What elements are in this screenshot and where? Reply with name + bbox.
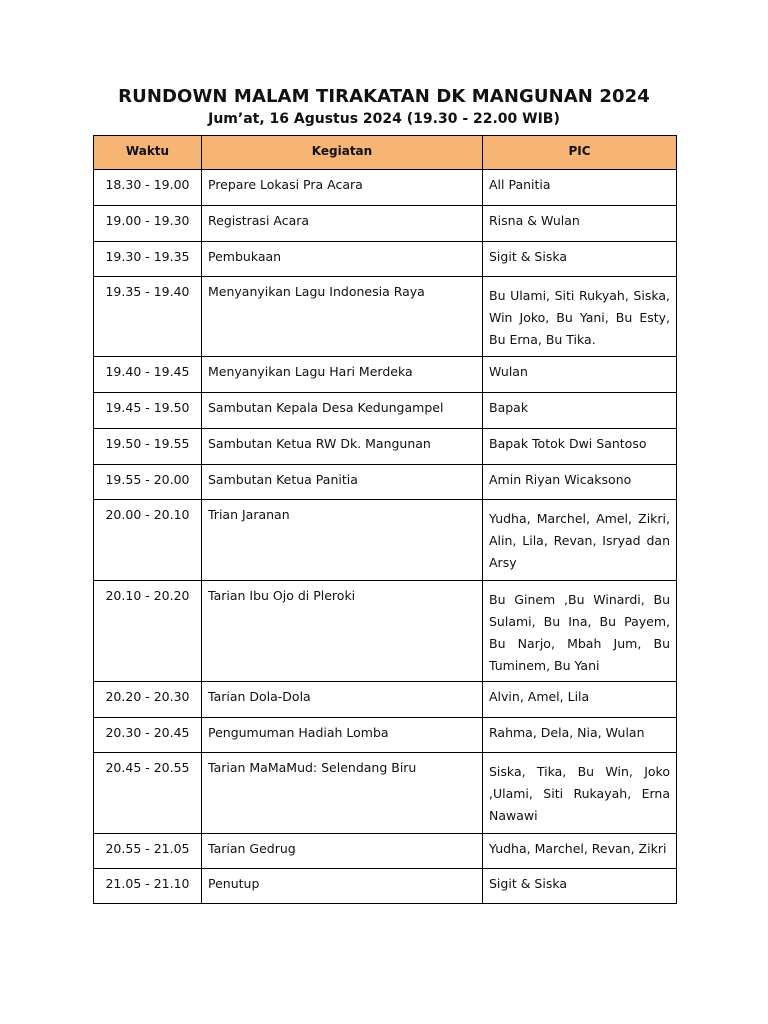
- cell-pic: Rahma, Dela, Nia, Wulan: [483, 718, 677, 753]
- cell-pic: Amin Riyan Wicaksono: [483, 465, 677, 500]
- cell-kegiatan: Menyanyikan Lagu Indonesia Raya: [202, 277, 483, 357]
- table-header-row: [94, 136, 677, 170]
- cell-waktu: 19.55 - 20.00: [94, 465, 202, 500]
- cell-pic: Bu Ginem ,Bu Winardi, Bu Sulami, Bu Ina, Bu Payem, Bu Narjo, Mbah Jum, Bu Tuminem, Bu Yani: [483, 581, 677, 682]
- table-row: [94, 465, 677, 500]
- cell-pic: Wulan: [483, 357, 677, 393]
- cell-pic: Bu Ulami, Siti Rukyah, Siska, Win Joko, Bu Yani, Bu Esty, Bu Erna, Bu Tika.: [483, 277, 677, 357]
- table-row: [94, 206, 677, 242]
- document-title: RUNDOWN MALAM TIRAKATAN DK MANGUNAN 2024: [118, 86, 650, 107]
- cell-waktu: 20.45 - 20.55: [94, 753, 202, 834]
- table-row: [94, 718, 677, 753]
- cell-pic: Sigit & Siska: [483, 869, 677, 904]
- table-row: [94, 500, 677, 581]
- cell-waktu: 19.40 - 19.45: [94, 357, 202, 393]
- cell-kegiatan: Sambutan Ketua RW Dk. Mangunan: [202, 429, 483, 465]
- document-subtitle: Jum’at, 16 Agustus 2024 (19.30 - 22.00 WIB): [208, 111, 560, 127]
- cell-waktu: 19.30 - 19.35: [94, 242, 202, 277]
- cell-pic: Siska, Tika, Bu Win, Joko ,Ulami, Siti Rukayah, Erna Nawawi: [483, 753, 677, 834]
- header-waktu: Waktu: [94, 136, 202, 170]
- cell-waktu: 20.20 - 20.30: [94, 682, 202, 718]
- table-row: [94, 581, 677, 682]
- cell-kegiatan: Tarian MaMaMud: Selendang Biru: [202, 753, 483, 834]
- cell-kegiatan: Tarian Gedrug: [202, 834, 483, 869]
- cell-waktu: 20.10 - 20.20: [94, 581, 202, 682]
- table-row: [94, 242, 677, 277]
- cell-kegiatan: Menyanyikan Lagu Hari Merdeka: [202, 357, 483, 393]
- table-row: [94, 869, 677, 904]
- table-row: [94, 393, 677, 429]
- cell-pic: Yudha, Marchel, Revan, Zikri: [483, 834, 677, 869]
- cell-kegiatan: Pembukaan: [202, 242, 483, 277]
- cell-kegiatan: Prepare Lokasi Pra Acara: [202, 170, 483, 206]
- cell-kegiatan: Tarian Ibu Ojo di Pleroki: [202, 581, 483, 682]
- cell-kegiatan: Registrasi Acara: [202, 206, 483, 242]
- cell-pic: Bapak: [483, 393, 677, 429]
- cell-waktu: 20.00 - 20.10: [94, 500, 202, 581]
- cell-waktu: 20.55 - 21.05: [94, 834, 202, 869]
- cell-pic: Yudha, Marchel, Amel, Zikri, Alin, Lila, Revan, Isryad dan Arsy: [483, 500, 677, 581]
- rundown-table: [93, 135, 677, 904]
- table-row: [94, 753, 677, 834]
- cell-waktu: 19.50 - 19.55: [94, 429, 202, 465]
- cell-kegiatan: Trian Jaranan: [202, 500, 483, 581]
- cell-kegiatan: Sambutan Kepala Desa Kedungampel: [202, 393, 483, 429]
- cell-kegiatan: Tarian Dola-Dola: [202, 682, 483, 718]
- cell-waktu: 19.00 - 19.30: [94, 206, 202, 242]
- table-row: [94, 277, 677, 357]
- header-pic: PIC: [483, 136, 677, 170]
- cell-waktu: 21.05 - 21.10: [94, 869, 202, 904]
- cell-pic: Bapak Totok Dwi Santoso: [483, 429, 677, 465]
- cell-waktu: 19.35 - 19.40: [94, 277, 202, 357]
- cell-pic: Risna & Wulan: [483, 206, 677, 242]
- cell-pic: Alvin, Amel, Lila: [483, 682, 677, 718]
- table-row: [94, 682, 677, 718]
- table-row: [94, 834, 677, 869]
- cell-waktu: 19.45 - 19.50: [94, 393, 202, 429]
- table-row: [94, 357, 677, 393]
- cell-kegiatan: Sambutan Ketua Panitia: [202, 465, 483, 500]
- table-row: [94, 429, 677, 465]
- header-kegiatan: Kegiatan: [202, 136, 483, 170]
- cell-waktu: 18.30 - 19.00: [94, 170, 202, 206]
- table-row: [94, 170, 677, 206]
- table-body: [94, 170, 677, 904]
- cell-kegiatan: Pengumuman Hadiah Lomba: [202, 718, 483, 753]
- cell-waktu: 20.30 - 20.45: [94, 718, 202, 753]
- cell-kegiatan: Penutup: [202, 869, 483, 904]
- cell-pic: All Panitia: [483, 170, 677, 206]
- cell-pic: Sigit & Siska: [483, 242, 677, 277]
